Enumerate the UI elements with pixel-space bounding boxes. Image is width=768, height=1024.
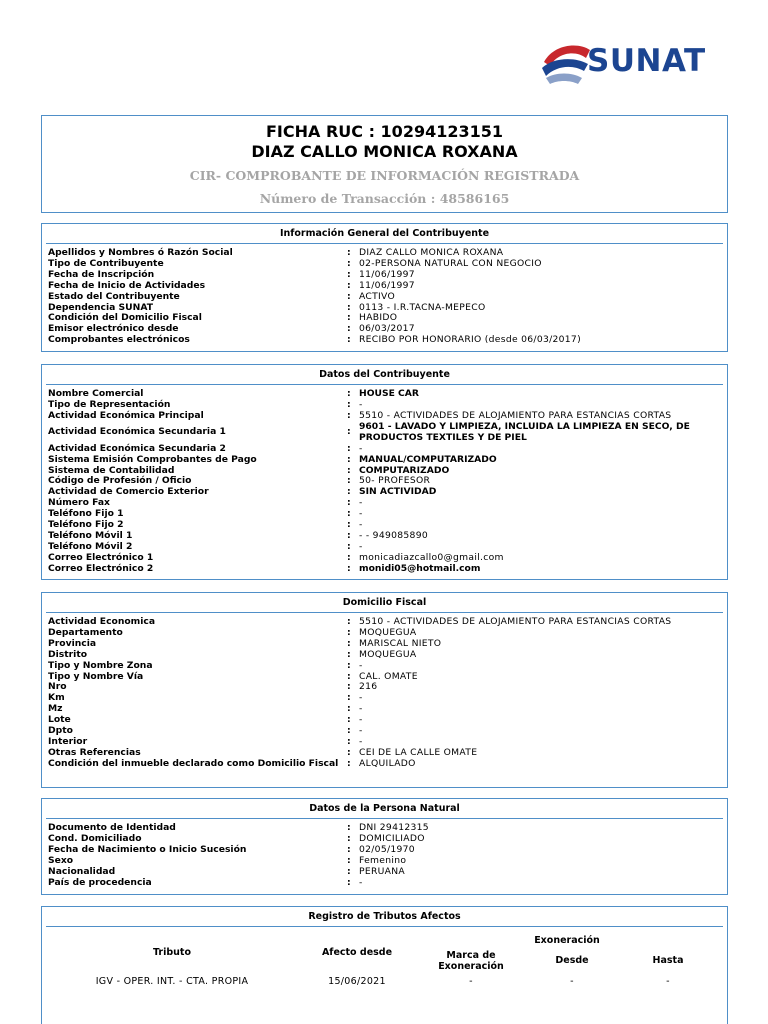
field-value: 50- PROFESOR [359, 475, 431, 487]
tributo-cell: IGV - OPER. INT. - CTA. PROPIA [95, 976, 249, 987]
field-value: CAL. OMATE [359, 670, 418, 682]
field-colon: : [347, 626, 351, 638]
field-value: DNI 29412315 [359, 822, 429, 833]
field-row [48, 455, 721, 466]
field-colon: : [347, 323, 351, 335]
afecto-desde-cell: 15/06/2021 [328, 976, 386, 987]
field-label: Código de Profesión / Oficio [48, 475, 192, 487]
field-row [48, 509, 721, 520]
field-colon: : [347, 409, 351, 421]
field-colon: : [347, 540, 351, 552]
field-value: 11/06/1997 [359, 279, 415, 291]
sunat-logo [540, 34, 730, 90]
field-colon: : [347, 725, 351, 737]
field-row [48, 661, 721, 672]
field-colon: : [347, 876, 351, 888]
field-row [48, 487, 721, 498]
field-row [48, 335, 721, 346]
field-row [48, 292, 721, 303]
field-label: Actividad de Comercio Exterior [48, 486, 209, 498]
field-value: - [359, 508, 363, 520]
field-colon: : [347, 681, 351, 693]
field-label: Km [48, 692, 65, 704]
field-row [48, 856, 721, 867]
field-label: Tipo y Nombre Vía [48, 670, 144, 682]
field-colon: : [347, 257, 351, 269]
field-value: - [359, 497, 363, 509]
rows-domicilio-fiscal [48, 617, 721, 781]
section-title: Registro de Tributos Afectos [308, 911, 461, 922]
field-label: Sistema Emisión Comprobantes de Pago [48, 453, 257, 465]
field-value: SIN ACTIVIDAD [359, 486, 437, 498]
field-value: - - 949085890 [359, 529, 428, 541]
field-value: 9601 - LAVADO Y LIMPIEZA, INCLUIDA LA LIMPIEZA EN SECO, DE PRODUCTOS TEXTILES Y DE PIEL [359, 420, 690, 443]
field-colon: : [347, 865, 351, 877]
field-label: Condición del inmueble declarado como Domicilio Fiscal [48, 757, 339, 769]
field-value: 5510 - ACTIVIDADES DE ALOJAMIENTO PARA ESTANCIAS CORTAS [359, 616, 672, 627]
field-row [48, 726, 721, 737]
field-value: MANUAL/COMPUTARIZADO [359, 453, 497, 465]
section-tributos-afectos [41, 906, 728, 1024]
field-label: Correo Electrónico 2 [48, 562, 154, 574]
field-row [48, 704, 721, 715]
field-label: País de procedencia [48, 876, 152, 888]
field-row [48, 682, 721, 693]
field-label: Fecha de Nacimiento o Inicio Sucesión [48, 843, 247, 855]
field-colon: : [347, 475, 351, 487]
field-value: monicadiazcallo0@gmail.com [359, 551, 504, 563]
field-label: Sistema de Contabilidad [48, 464, 175, 476]
field-label: Nacionalidad [48, 865, 116, 877]
field-colon: : [347, 268, 351, 280]
field-label: Comprobantes electrónicos [48, 334, 190, 346]
field-colon: : [347, 312, 351, 324]
section-title: Información General del Contribuyente [279, 228, 490, 239]
field-value: - [359, 540, 363, 552]
field-colon: : [347, 757, 351, 769]
rows-informacion-general [48, 248, 721, 346]
field-value: 0113 - I.R.TACNA-MEPECO [359, 301, 486, 313]
header-desde: Desde [555, 955, 589, 966]
field-label: Correo Electrónico 1 [48, 551, 154, 563]
field-colon: : [347, 822, 351, 833]
field-row [48, 650, 721, 661]
field-value: HABIDO [359, 312, 398, 324]
field-colon: : [347, 247, 351, 258]
desde-cell: - [570, 976, 574, 987]
field-label: Lote [48, 714, 71, 726]
field-row [48, 281, 721, 292]
field-row [48, 444, 721, 455]
field-row [48, 867, 721, 878]
field-value: - [359, 692, 363, 704]
field-row [48, 878, 721, 889]
field-colon: : [347, 486, 351, 498]
field-label: Fecha de Inicio de Actividades [48, 279, 206, 291]
field-colon: : [347, 290, 351, 302]
header-hasta: Hasta [652, 955, 684, 966]
field-colon: : [347, 551, 351, 563]
field-colon: : [347, 562, 351, 574]
field-colon: : [347, 659, 351, 671]
field-colon: : [347, 670, 351, 682]
field-value: 11/06/1997 [359, 268, 415, 280]
field-label: Número Fax [48, 497, 110, 509]
header-exoneracion: Exoneración [534, 935, 600, 946]
field-value: 216 [359, 681, 378, 693]
field-label: Actividad Económica Secundaria 1 [48, 426, 226, 438]
field-colon: : [347, 714, 351, 726]
field-label: Provincia [48, 637, 97, 649]
field-value: DIAZ CALLO MONICA ROXANA [359, 247, 504, 258]
field-value: CEI DE LA CALLE OMATE [359, 746, 478, 758]
field-value: - [359, 519, 363, 531]
field-colon: : [347, 464, 351, 476]
field-value: DOMICILIADO [359, 832, 425, 844]
field-value: MARISCAL NIETO [359, 637, 442, 649]
ficha-header [41, 115, 728, 213]
field-row [48, 693, 721, 704]
section-divider [46, 384, 723, 385]
field-label: Apellidos y Nombres ó Razón Social [48, 247, 233, 258]
section-title: Datos del Contribuyente [319, 369, 450, 380]
field-row [48, 715, 721, 726]
field-row [48, 498, 721, 509]
rows-persona-natural [48, 823, 721, 888]
field-colon: : [347, 442, 351, 454]
header-afecto-desde: Afecto desde [321, 947, 393, 958]
field-colon: : [347, 398, 351, 410]
field-value: - [359, 735, 363, 747]
field-label: Condición del Domicilio Fiscal [48, 312, 202, 324]
field-label: Teléfono Móvil 2 [48, 540, 133, 552]
field-value: - [359, 703, 363, 715]
field-label: Teléfono Móvil 1 [48, 529, 133, 541]
field-label: Mz [48, 703, 63, 715]
field-row [48, 422, 721, 444]
field-label: Nombre Comercial [48, 388, 144, 399]
field-value: 02/05/1970 [359, 843, 415, 855]
field-colon: : [347, 843, 351, 855]
field-label: Nro [48, 681, 67, 693]
field-colon: : [347, 637, 351, 649]
marca-cell: - [469, 976, 473, 987]
field-label: Tipo de Contribuyente [48, 257, 164, 269]
field-label: Dpto [48, 725, 73, 737]
field-label: Documento de Identidad [48, 822, 176, 833]
field-value: 06/03/2017 [359, 323, 415, 335]
field-colon: : [347, 529, 351, 541]
field-value: MOQUEGUA [359, 648, 417, 660]
field-label: Teléfono Fijo 1 [48, 508, 124, 520]
sunat-logo-text: SUNAT [587, 43, 706, 79]
field-label: Teléfono Fijo 2 [48, 519, 124, 531]
field-label: Otras Referencias [48, 746, 141, 758]
header-tributo: Tributo [152, 947, 191, 958]
field-value: monidi05@hotmail.com [359, 562, 481, 574]
field-label: Interior [48, 735, 88, 747]
field-value: - [359, 398, 363, 410]
field-value: MOQUEGUA [359, 626, 417, 638]
section-domicilio-fiscal [41, 592, 728, 788]
section-datos-contribuyente [41, 364, 728, 580]
field-label: Cond. Domiciliado [48, 832, 142, 844]
field-colon: : [347, 519, 351, 531]
field-value: - [359, 876, 363, 888]
field-value: HOUSE CAR [359, 388, 419, 399]
field-row [48, 672, 721, 683]
field-colon: : [347, 832, 351, 844]
field-row [48, 759, 721, 781]
field-colon: : [347, 279, 351, 291]
field-colon: : [347, 334, 351, 346]
section-informacion-general [41, 223, 728, 352]
transaction-number: Número de Transacción : 48586165 [259, 191, 510, 206]
field-value: 02-PERSONA NATURAL CON NEGOCIO [359, 257, 542, 269]
field-value: ACTIVO [359, 290, 396, 302]
hasta-cell: - [666, 976, 670, 987]
ficha-ruc-title: FICHA RUC : 10294123151 [265, 122, 504, 141]
field-label: Dependencia SUNAT [48, 301, 153, 313]
field-label: Distrito [48, 648, 88, 660]
header-marca-exoneracion: Marca de Exoneración [438, 950, 504, 972]
field-value: COMPUTARIZADO [359, 464, 450, 476]
field-value: - [359, 442, 363, 454]
field-colon: : [347, 497, 351, 509]
field-label: Actividad Económica Secundaria 2 [48, 442, 226, 454]
field-value: RECIBO POR HONORARIO (desde 06/03/2017) [359, 334, 581, 346]
field-label: Fecha de Inscripción [48, 268, 155, 280]
section-persona-natural [41, 798, 728, 895]
field-label: Estado del Contribuyente [48, 290, 180, 302]
document-subtitle: CIR- COMPROBANTE DE INFORMACIÓN REGISTRADA [189, 168, 580, 183]
field-label: Departamento [48, 626, 123, 638]
field-colon: : [347, 648, 351, 660]
field-value: 5510 - ACTIVIDADES DE ALOJAMIENTO PARA ESTANCIAS CORTAS [359, 409, 672, 421]
field-value: - [359, 714, 363, 726]
field-colon: : [347, 453, 351, 465]
field-label: Tipo y Nombre Zona [48, 659, 153, 671]
field-row [48, 564, 721, 575]
taxpayer-name-title: DIAZ CALLO MONICA ROXANA [251, 142, 518, 161]
field-value: Femenino [359, 854, 407, 866]
section-divider [46, 926, 723, 927]
field-colon: : [347, 301, 351, 313]
field-label: Tipo de Representación [48, 398, 171, 410]
field-colon: : [347, 703, 351, 715]
rows-datos-contribuyente [48, 389, 721, 575]
field-label: Sexo [48, 854, 74, 866]
field-row [48, 531, 721, 542]
section-title: Datos de la Persona Natural [309, 803, 460, 814]
field-label: Emisor electrónico desde [48, 323, 179, 335]
section-divider [46, 243, 723, 244]
field-colon: : [347, 616, 351, 627]
sunat-logo-icon [540, 38, 592, 90]
field-value: - [359, 725, 363, 737]
field-colon: : [347, 854, 351, 866]
field-colon: : [347, 388, 351, 399]
field-colon: : [347, 735, 351, 747]
field-label: Actividad Economica [48, 616, 156, 627]
section-title: Domicilio Fiscal [342, 597, 427, 608]
field-colon: : [347, 426, 351, 438]
field-value: PERUANA [359, 865, 405, 877]
field-label: Actividad Económica Principal [48, 409, 204, 421]
field-value: - [359, 659, 363, 671]
section-divider [46, 612, 723, 613]
section-divider [46, 818, 723, 819]
field-colon: : [347, 746, 351, 758]
field-colon: : [347, 508, 351, 520]
field-colon: : [347, 692, 351, 704]
field-value: ALQUILADO [359, 757, 416, 769]
